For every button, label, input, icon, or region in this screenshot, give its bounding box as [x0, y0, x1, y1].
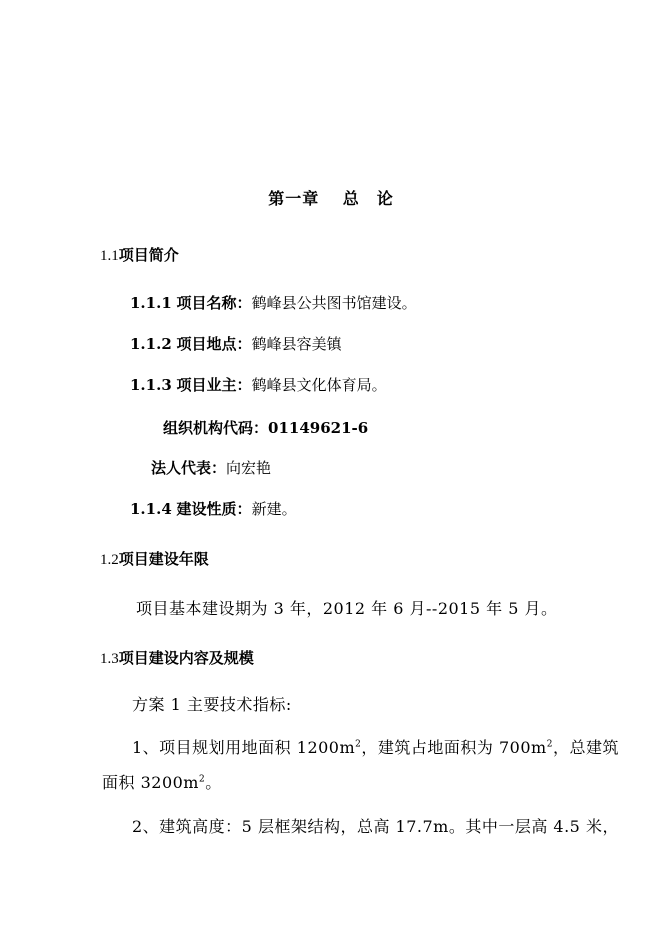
- item-project-owner: [130, 374, 387, 395]
- section-number: 1.2: [100, 552, 119, 568]
- item-label: 项目业主：: [176, 376, 252, 394]
- para1-part-c: ，总建筑: [552, 738, 619, 757]
- para1-line2-end: 。: [205, 773, 222, 792]
- item-project-location: [130, 333, 342, 354]
- superscript-2: 2: [546, 739, 553, 750]
- superscript-2: 2: [198, 774, 206, 785]
- section-title: 项目建设内容及规模: [118, 649, 254, 667]
- item-number: 1.1.1: [130, 294, 172, 312]
- item-label: 建设性质：: [176, 500, 252, 518]
- chapter-title: 第一章 总 论: [268, 189, 394, 208]
- section-heading-1-1: [100, 244, 179, 265]
- section-heading-1-3: [100, 647, 254, 668]
- scheme-intro: 方案 1 主要技术指标:: [132, 695, 292, 714]
- item-value: 鹤峰县公共图书馆建设。: [251, 294, 417, 312]
- legal-rep-value: 向宏艳: [226, 459, 272, 477]
- item-number: 1.1.4: [130, 500, 172, 518]
- section-number: 1.3: [100, 651, 119, 667]
- construction-period-text: 项目基本建设期为 3 年，2012 年 6 月--2015 年 5 月。: [136, 599, 558, 618]
- legal-rep-label: 法人代表：: [151, 459, 227, 477]
- para1-part-a: 1、项目规划用地面积 1200m: [132, 738, 356, 757]
- item-label: 项目地点：: [176, 335, 252, 353]
- org-code-value: 01149621-6: [268, 419, 369, 437]
- item-org-code: [163, 417, 368, 438]
- item-legal-rep: [151, 457, 271, 478]
- section-title: 项目建设年限: [118, 550, 209, 568]
- item-value: 新建。: [251, 500, 297, 518]
- item-label: 项目名称：: [176, 294, 252, 312]
- item-value: 鹤峰县容美镇: [251, 335, 342, 353]
- para1-line2: 面积 3200m: [102, 773, 199, 792]
- item-number: 1.1.2: [130, 335, 172, 353]
- section-number: 1.1: [100, 248, 119, 264]
- paragraph-1-line-1: [132, 735, 619, 758]
- item-number: 1.1.3: [130, 376, 172, 394]
- paragraph-2: 2、建筑高度：5 层框架结构，总高 17.7m。其中一层高 4.5 米，: [132, 817, 619, 836]
- item-project-name: [130, 292, 417, 313]
- org-code-label: 组织机构代码：: [163, 419, 269, 437]
- item-construction-nature: [130, 498, 297, 519]
- paragraph-1-line-2: [102, 770, 222, 793]
- section-heading-1-2: [100, 548, 209, 569]
- item-value: 鹤峰县文化体育局。: [251, 376, 387, 394]
- superscript-2: 2: [355, 739, 362, 750]
- section-title: 项目简介: [118, 246, 179, 264]
- para1-part-b: ，建筑占地面积为 700m: [361, 738, 547, 757]
